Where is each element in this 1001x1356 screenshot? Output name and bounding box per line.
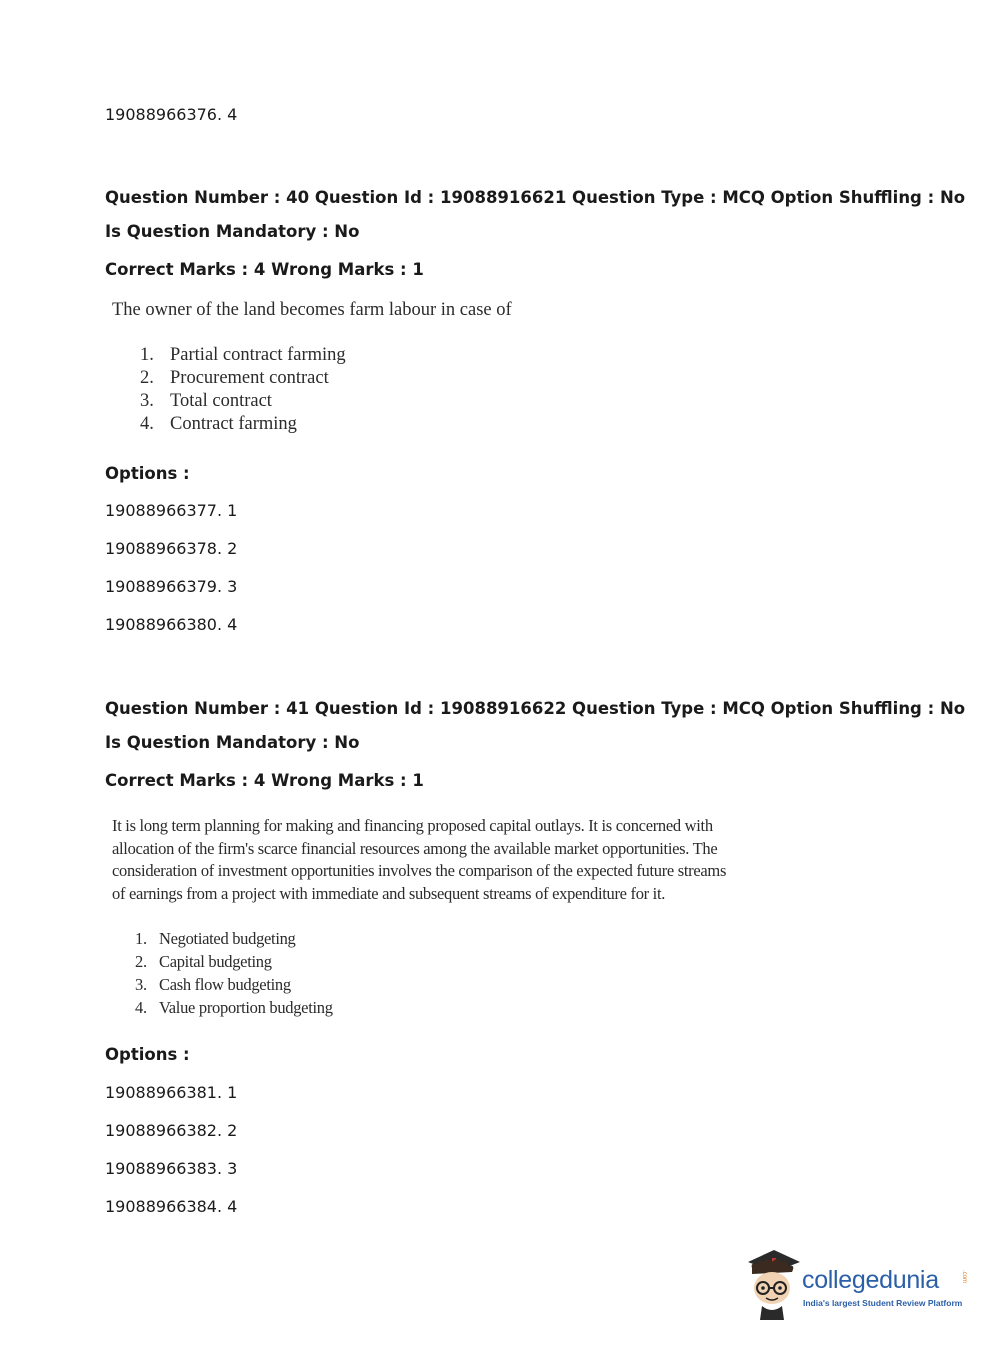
q41-option-3: 19088966383. 3 [105,1159,238,1178]
q40-header: Question Number : 40 Question Id : 19088916621 Question Type : MCQ Option Shuffling : No [105,188,966,207]
q40-choice-num: 4. [140,414,154,434]
q41-stem-line: consideration of investment opportunities involves the comparison of the expected future streams [112,861,727,881]
q41-choice-num: 2. [135,952,147,971]
q40-option-1: 19088966377. 1 [105,501,238,520]
q40-choice-num: 2. [140,368,154,388]
q40-choice-text: Contract farming [170,414,297,434]
logo-suffix: .com [961,1270,967,1284]
q40-choice-1 [140,345,346,366]
q40-option-2: 19088966378. 2 [105,539,238,558]
q40-choice-2 [140,368,329,389]
logo-tagline: India's largest Student Review Platform [803,1298,963,1308]
q41-choice-2 [135,952,272,972]
q40-choice-4 [140,414,297,435]
q41-choice-num: 4. [135,998,147,1017]
q41-option-2: 19088966382. 2 [105,1121,238,1140]
q41-choice-num: 1. [135,929,147,948]
q41-header: Question Number : 41 Question Id : 19088916622 Question Type : MCQ Option Shuffling : No [105,699,966,718]
q41-option-4: 19088966384. 4 [105,1197,238,1216]
q40-choice-num: 3. [140,391,154,411]
q41-choice-text: Negotiated budgeting [159,929,296,948]
q40-choice-text: Procurement contract [170,368,329,388]
q40-option-3: 19088966379. 3 [105,577,238,596]
q41-stem [112,815,752,905]
logo-wordmark: collegedunia [802,1266,939,1294]
q40-mandatory: Is Question Mandatory : No [105,222,360,241]
collegedunia-logo [742,1248,972,1320]
q40-option-4: 19088966380. 4 [105,615,238,634]
top-option: 19088966376. 4 [105,105,238,124]
q41-choice-4 [135,998,333,1018]
q41-stem-line: allocation of the firm's scarce financial resources among the available market opportunities. The [112,838,718,858]
q40-choice-num: 1. [140,345,154,365]
q40-options-label: Options : [105,464,190,483]
q41-choice-3 [135,975,291,995]
q41-choice-text: Capital budgeting [159,952,272,971]
q40-stem: The owner of the land becomes farm labour in case of [112,300,512,320]
q41-choice-1 [135,929,296,949]
q41-choice-text: Value proportion budgeting [159,998,333,1017]
student-mascot-icon [742,1248,804,1320]
q41-option-1: 19088966381. 1 [105,1083,238,1102]
q40-marks: Correct Marks : 4 Wrong Marks : 1 [105,260,424,279]
q41-choice-text: Cash flow budgeting [159,975,291,994]
q40-choice-text: Partial contract farming [170,345,346,365]
q41-choice-num: 3. [135,975,147,994]
q41-marks: Correct Marks : 4 Wrong Marks : 1 [105,771,424,790]
q41-mandatory: Is Question Mandatory : No [105,733,360,752]
q41-stem-line: of earnings from a project with immediate and subsequent streams of expenditure for it. [112,883,666,903]
q40-choice-3 [140,391,272,412]
q41-stem-line: It is long term planning for making and financing proposed capital outlays. It is concerned with [112,816,713,835]
q41-options-label: Options : [105,1045,190,1064]
q40-choice-text: Total contract [170,391,272,411]
